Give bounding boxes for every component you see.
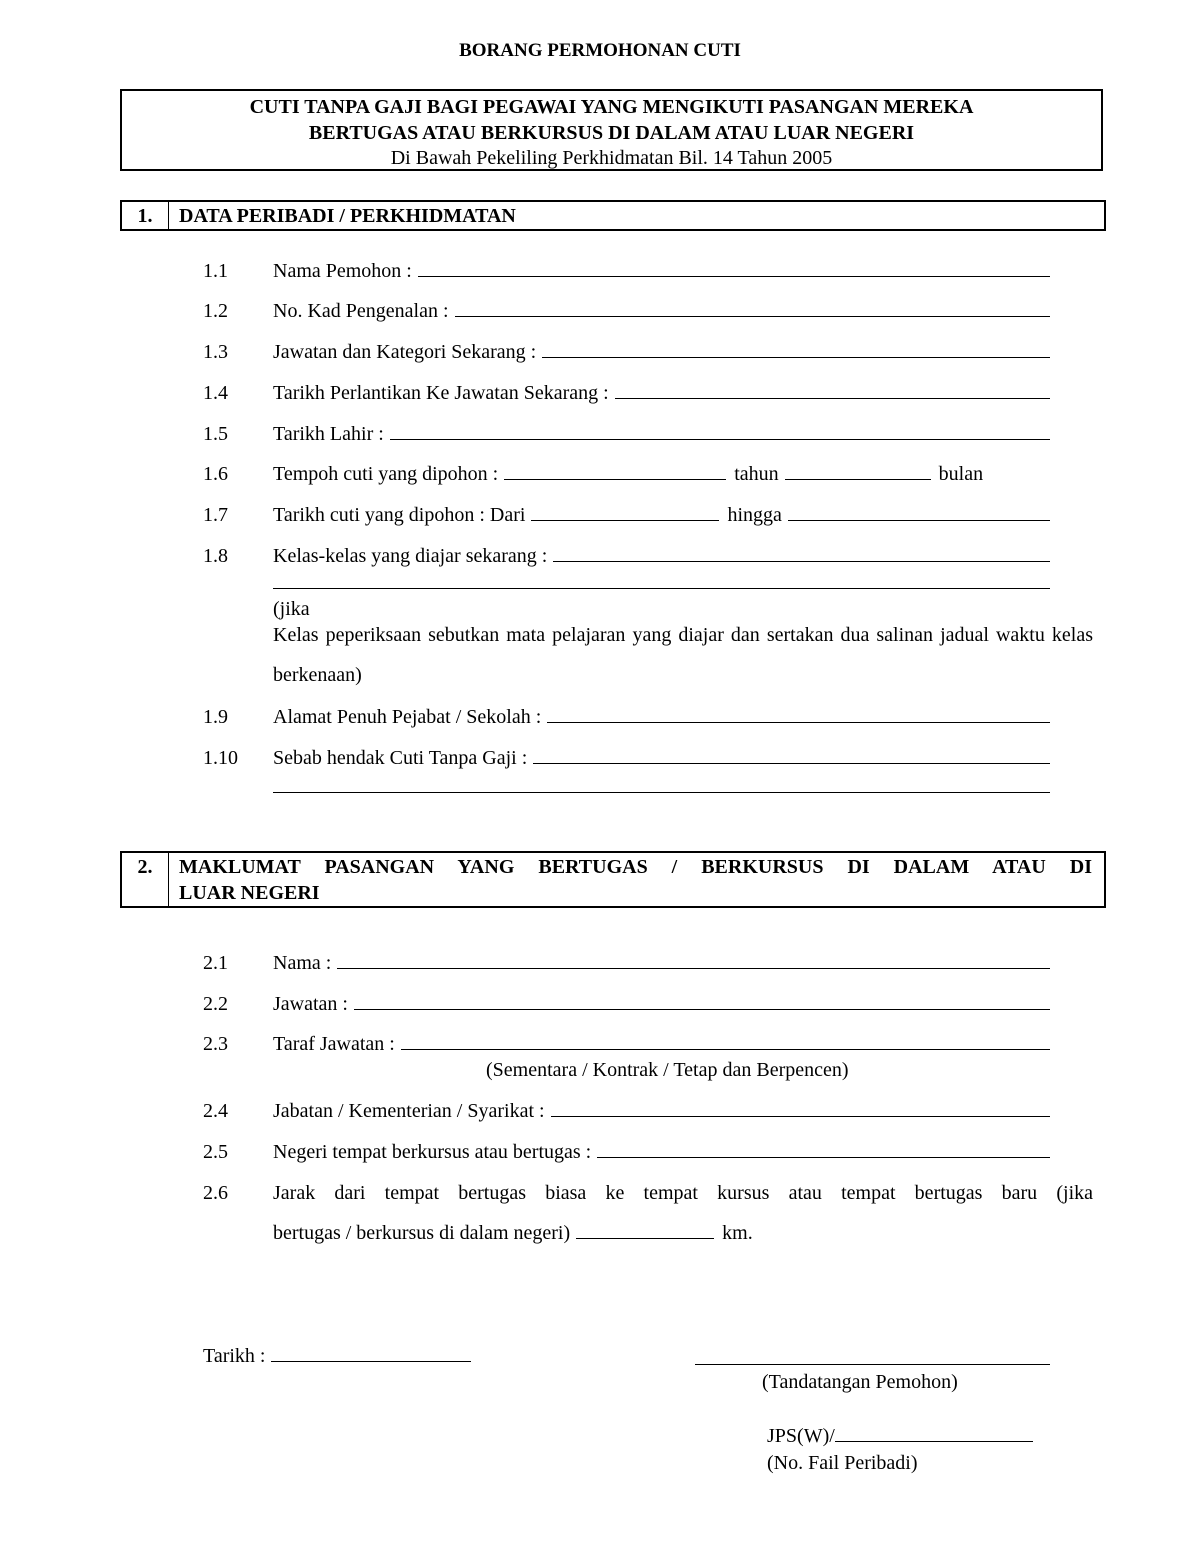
item-number: 1.3	[203, 341, 228, 363]
field-row-1-7	[0, 501, 1200, 529]
sebab-cuti-input[interactable]	[533, 745, 1050, 764]
header-line-2: BERTUGAS ATAU BERKURSUS DI DALAM ATAU LUAR NEGERI	[308, 122, 915, 144]
jps-row	[767, 1423, 1033, 1449]
negeri-input[interactable]	[597, 1139, 1050, 1158]
section-2-title-line-2: LUAR NEGERI	[179, 882, 320, 904]
date-row	[203, 1342, 471, 1370]
taraf-jawatan-input[interactable]	[401, 1031, 1050, 1050]
field-row-1-2	[0, 297, 1200, 325]
section-2-heading	[120, 851, 1106, 908]
field-label: Alamat Penuh Pejabat / Sekolah :	[273, 706, 542, 728]
field-row-1-9	[0, 703, 1200, 731]
field-row-1-6	[0, 460, 1200, 488]
header-line-1: CUTI TANPA GAJI BAGI PEGAWAI YANG MENGIKUTI PASANGAN MEREKA	[249, 96, 974, 118]
form-header-box	[120, 89, 1103, 171]
jps-file-input[interactable]	[835, 1423, 1033, 1442]
field-label: Sebab hendak Cuti Tanpa Gaji :	[273, 747, 528, 769]
item-number: 2.5	[203, 1141, 228, 1163]
date-input[interactable]	[271, 1343, 471, 1362]
item-number: 1.7	[203, 504, 228, 526]
section-2-title-line-1: MAKLUMAT PASANGAN YANG BERTUGAS / BERKURSUS DI DALAM ATAU DI	[179, 856, 1092, 878]
field-row-1-4	[0, 379, 1200, 407]
note-jika: (jika	[273, 598, 310, 620]
field-row-1-10	[0, 744, 1200, 772]
field-row-2-4	[0, 1097, 1200, 1125]
tarikh-hingga-input[interactable]	[788, 502, 1050, 521]
field-label: Tarikh Lahir :	[273, 423, 384, 445]
field-label: Nama :	[273, 952, 332, 974]
item-number: 2.3	[203, 1033, 228, 1055]
nama-pemohon-input[interactable]	[418, 258, 1050, 277]
pasangan-nama-input[interactable]	[337, 950, 1050, 969]
kelas-diajar-input-line-2[interactable]	[273, 588, 1050, 589]
sebab-cuti-input-line-2[interactable]	[273, 792, 1050, 793]
header-line-3: Di Bawah Pekeliling Perkhidmatan Bil. 14 Tahun 2005	[390, 147, 833, 169]
field-row-1-1	[0, 257, 1200, 285]
bulan-label: bulan	[938, 463, 984, 485]
jawatan-kategori-input[interactable]	[542, 339, 1050, 358]
field-label: No. Kad Pengenalan :	[273, 300, 449, 322]
date-label: Tarikh :	[203, 1345, 266, 1367]
note-kelas-peperiksaan: Kelas peperiksaan sebutkan mata pelajaran yang diajar dan sertakan dua salinan jadual waktu kelas berkenaan)	[273, 624, 1093, 686]
field-label: Nama Pemohon :	[273, 260, 412, 282]
field-label: Tempoh cuti yang dipohon :	[273, 463, 499, 485]
pasangan-jawatan-input[interactable]	[354, 991, 1050, 1010]
signature-line[interactable]	[695, 1364, 1050, 1365]
kad-pengenalan-input[interactable]	[455, 298, 1050, 317]
field-label: Kelas-kelas yang diajar sekarang :	[273, 545, 548, 567]
field-row-1-5	[0, 420, 1200, 448]
tarikh-lahir-input[interactable]	[390, 421, 1050, 440]
field-row-2-3	[0, 1030, 1200, 1058]
km-label: km.	[722, 1222, 753, 1244]
field-label: Tarikh cuti yang dipohon : Dari	[273, 504, 526, 526]
tempoh-tahun-input[interactable]	[504, 461, 726, 480]
file-caption: (No. Fail Peribadi)	[767, 1452, 918, 1474]
jabatan-input[interactable]	[551, 1098, 1050, 1117]
item-number: 1.10	[203, 747, 238, 769]
kelas-diajar-input[interactable]	[553, 543, 1050, 562]
item-number: 1.5	[203, 423, 228, 445]
field-row-2-5	[0, 1138, 1200, 1166]
tarikh-perlantikan-input[interactable]	[615, 380, 1050, 399]
tahun-label: tahun	[734, 463, 779, 485]
field-label: Negeri tempat berkursus atau bertugas :	[273, 1141, 592, 1163]
tempoh-bulan-input[interactable]	[785, 461, 931, 480]
field-label: Jawatan :	[273, 993, 348, 1015]
alamat-pejabat-input[interactable]	[547, 704, 1050, 723]
field-row-2-2	[0, 990, 1200, 1018]
item-number: 2.2	[203, 993, 228, 1015]
jarak-text-line-1: Jarak dari tempat bertugas biasa ke tempat kursus atau tempat bertugas baru (jika	[273, 1182, 1093, 1204]
field-label: Jawatan dan Kategori Sekarang :	[273, 341, 537, 363]
field-row-2-1	[0, 949, 1200, 977]
item-number: 1.8	[203, 545, 228, 567]
section-1-heading	[120, 200, 1106, 231]
item-number: 1.2	[203, 300, 228, 322]
field-label: Taraf Jawatan :	[273, 1033, 395, 1055]
section-1-title: DATA PERIBADI / PERKHIDMATAN	[179, 205, 516, 227]
page-title: BORANG PERMOHONAN CUTI	[459, 40, 741, 61]
item-number: 1.6	[203, 463, 228, 485]
hingga-label: hingga	[727, 504, 782, 526]
jarak-km-input[interactable]	[576, 1220, 714, 1239]
item-number: 2.6	[203, 1182, 228, 1204]
section-1-number: 1.	[122, 202, 169, 229]
taraf-jawatan-hint: (Sementara / Kontrak / Tetap dan Berpencen)	[486, 1059, 849, 1081]
item-number: 2.4	[203, 1100, 228, 1122]
item-number: 1.4	[203, 382, 228, 404]
signature-caption: (Tandatangan Pemohon)	[762, 1371, 958, 1393]
item-number: 2.1	[203, 952, 228, 974]
jarak-row	[273, 1219, 753, 1247]
tarikh-dari-input[interactable]	[531, 502, 719, 521]
jarak-text-line-2: bertugas / berkursus di dalam negeri)	[273, 1222, 571, 1244]
field-label: Tarikh Perlantikan Ke Jawatan Sekarang :	[273, 382, 609, 404]
section-2-number: 2.	[122, 853, 169, 906]
item-number: 1.9	[203, 706, 228, 728]
item-number: 1.1	[203, 260, 228, 282]
field-label: Jabatan / Kementerian / Syarikat :	[273, 1100, 545, 1122]
jps-label: JPS(W)/	[767, 1425, 835, 1447]
field-row-1-3	[0, 338, 1200, 366]
field-row-1-8	[0, 542, 1200, 570]
